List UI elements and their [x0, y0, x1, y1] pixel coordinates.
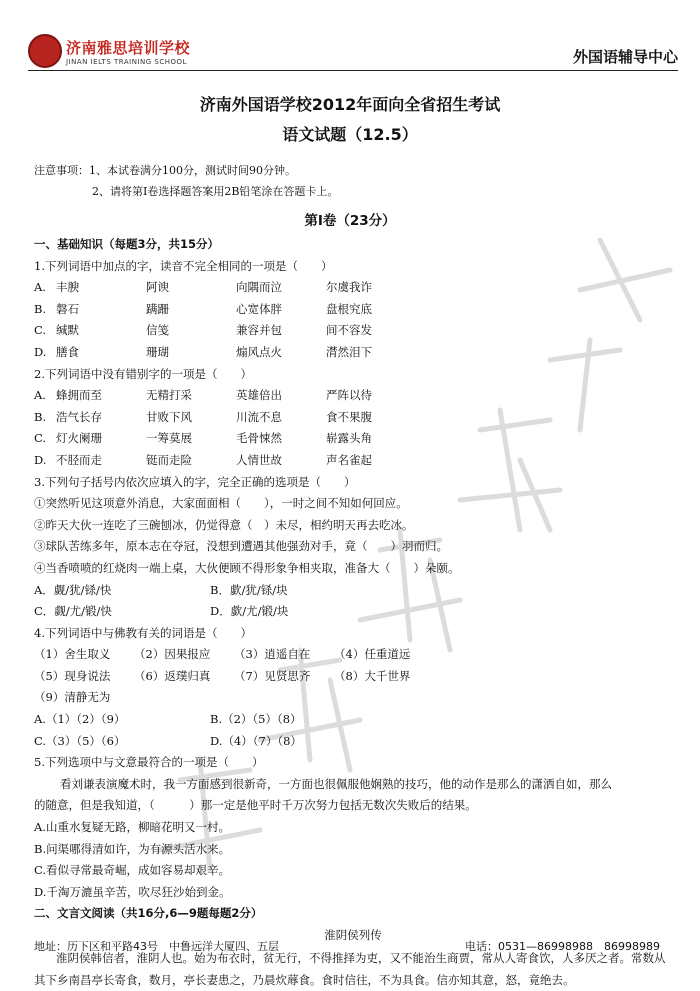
q2-stem: 2.下列词语中没有错别字的一项是（ ）: [34, 366, 252, 381]
q3-sentence-4: ④当香喷喷的红烧肉一端上桌，大伙便顾不得形象争相夹取，准备大（ ）朵颐。: [34, 560, 460, 575]
section-2-heading: 二、文言文阅读（共16分,6—9题每题2分）: [34, 906, 263, 921]
page-header: [28, 30, 678, 70]
q3-stem: 3.下列句子括号内依次应填入的字，完全正确的选项是（ ）: [34, 474, 356, 489]
q3-sentence-1: ①突然听见这项意外消息，大家面面相（ ），一时之间不知如何回应。: [34, 496, 408, 511]
q1-option-a: A. 丰腴 阿谀 向隅而泣 尔虞我诈: [34, 280, 372, 295]
q1-option-d: D. 膳食 珊瑚 煽风点火 潸然泪下: [34, 344, 372, 359]
q4-row-3: （9）清静无为: [34, 690, 111, 705]
center-name: 外国语辅导中心: [572, 48, 678, 66]
q5-option-b: B.问渠哪得清如许，为有源头活水来。: [34, 841, 231, 856]
q4-row-2: （5）现身说法 （6）返璞归真 （7）见贤思齐 （8）大千世界: [34, 668, 411, 683]
exam-title: 济南外国语学校2012年面向全省招生考试: [199, 95, 501, 114]
note-line-1: 注意事项：1、本试卷满分100分，测试时间90分钟。: [34, 164, 296, 177]
q5-passage-line-1: 看刘谦表演魔术时，我一方面感到很新奇，一方面也很佩服他娴熟的技巧，他的动作是那么的潇洒自如，那么: [60, 776, 612, 791]
section-1-heading: 一、基础知识（每题3分，共15分）: [34, 237, 220, 251]
q2-option-d: D. 不胫而走 铤而走险 人情世故 声名雀起: [34, 452, 372, 467]
exam-notes: [34, 160, 338, 202]
q1-option-c: C. 缄默 信笺 兼容并包 间不容发: [34, 323, 372, 338]
q4-row-1: （1）舍生取义 （2）因果报应 （3）逍遥自在 （4）任重道远: [34, 647, 411, 662]
q3-options-cd: C．觑/尤/锻/快 D．歔/尤/锻/块: [34, 604, 289, 619]
q4-stem: 4.下列词语中与佛教有关的词语是（ ）: [34, 625, 252, 640]
q5-passage-line-2: 的随意，但是我知道，（ ）那一定是他平时千万次努力包括无数次失败后的结果。: [34, 798, 477, 813]
q3-sentence-2: ②昨天大伙一连吃了三碗刨冰，仍觉得意（ ）未尽，相约明天再去吃冰。: [34, 517, 414, 532]
classical-text-title: 淮阴侯列传: [324, 928, 382, 942]
exam-subtitle: 语文试题（12.5）: [282, 125, 418, 144]
note-line-2: 2、请将第Ⅰ卷选择题答案用2B铅笔涂在答题卡上。: [92, 185, 339, 198]
q5-option-c: C.看似寻常最奇崛，成如容易却艰辛。: [34, 863, 231, 878]
school-logo: [28, 34, 190, 68]
q1-stem: 1.下列词语中加点的字，读音不完全相同的一项是（ ）: [34, 258, 333, 273]
q2-option-b: B. 浩气长存 甘败下风 川流不息 食不果腹: [34, 409, 372, 424]
q1-option-b: B. 磐石 蹒跚 心宽体胖 盘根究底: [34, 301, 372, 316]
q2-option-a: A. 蜂拥而至 无精打采 英雄倍出 严阵以待: [34, 388, 372, 403]
q3-options-ab: A．觑/犹/铩/快 B．歔/犹/铩/块: [34, 582, 288, 597]
q5-option-a: A.山重水复疑无路，柳暗花明又一村。: [34, 820, 230, 835]
part-one-heading: 第Ⅰ卷（23分）: [304, 213, 396, 229]
logo-english-name: JINAN IELTS TRAINING SCHOOL: [66, 57, 187, 66]
header-divider: [28, 70, 678, 71]
exam-content: [34, 234, 672, 991]
footer-address: 地址：历下区和平路43号 中鲁远洋大厦四、五层: [34, 940, 279, 953]
footer-phone: 电话：0531—86998988 86998989: [465, 940, 660, 953]
classical-text: 淮阴侯韩信者，淮阴人也。始为布衣时，贫无行，不得推择为吏，又不能治生商贾，常从人寄食饮，人多厌之者。常数从其下乡南昌亭长寄食，数月，亭长妻患之，乃晨炊蓐食。食时信往，不为具食。信亦知其意，怒，竟绝去。: [34, 950, 666, 987]
q4-options-ab: A.（1）（2）（9） B.（2）（5）（8）: [34, 712, 302, 727]
q3-sentence-3: ③球队苦练多年，原本志在夺冠，没想到遭遇其他强劲对手，竟（ ）羽而归。: [34, 539, 448, 554]
q2-option-c: C. 灯火阑珊 一筹莫展 毛骨悚然 崭露头角: [34, 431, 372, 446]
logo-emblem-icon: [28, 34, 62, 68]
q5-option-d: D.千淘万漉虽辛苦，吹尽狂沙始到金。: [34, 884, 231, 899]
q4-options-cd: C.（3）（5）（6） D.（4）（7）（8）: [34, 733, 302, 748]
logo-chinese-name: 济南雅思培训学校: [66, 38, 191, 57]
q5-stem: 5.下列选项中与文意最符合的一项是（ ）: [34, 755, 264, 770]
